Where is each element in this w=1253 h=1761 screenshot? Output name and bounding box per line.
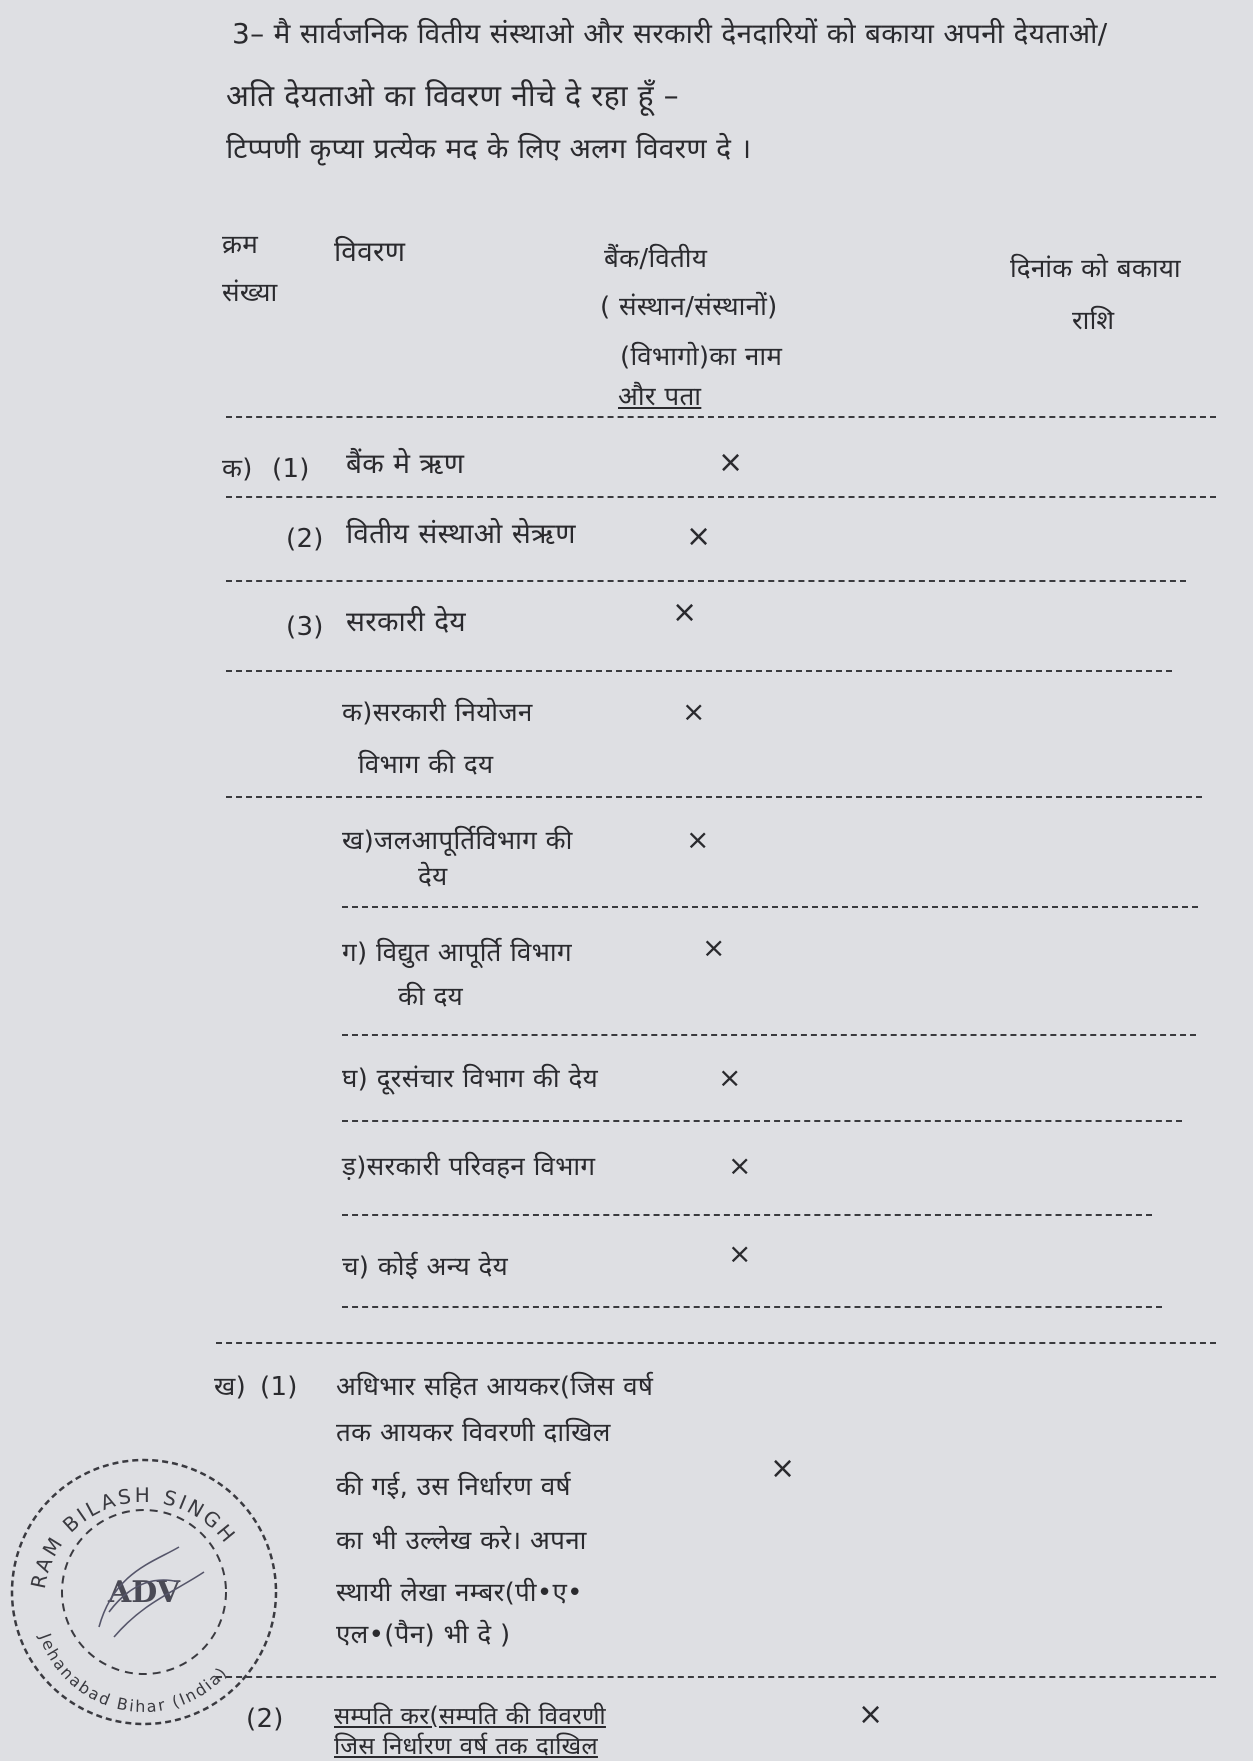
sub-item-telecom: घ) दूरसंचार विभाग की देय [342, 1064, 598, 1094]
header-amount-2: राशि [1072, 306, 1115, 336]
cross-mark: × [770, 1451, 796, 1486]
row-number: (3) [286, 612, 324, 642]
divider [226, 496, 1216, 498]
divider [226, 796, 1202, 798]
row-label-ka: क) [222, 454, 253, 484]
divider [342, 1306, 1162, 1308]
cross-mark: × [682, 695, 706, 728]
row-number: (2) [286, 524, 324, 554]
income-tax-line-6: एल•(पैन) भी दे ) [336, 1620, 511, 1650]
sub-item-employment-2: विभाग की दय [358, 750, 494, 780]
divider [342, 1120, 1182, 1122]
cross-mark: × [718, 1061, 742, 1094]
header-bank-3: (विभागो)का नाम [620, 342, 783, 372]
intro-line-1: 3– मै सार्वजनिक वितीय संस्थाओ और सरकारी देनदारियों को बकाया अपनी देयताओ/ [232, 17, 1108, 50]
divider [216, 1676, 1216, 1678]
header-details: विवरण [334, 235, 406, 268]
sub-item-employment: क)सरकारी नियोजन [342, 698, 533, 728]
cross-mark: × [686, 519, 712, 554]
header-serial-1: क्रम [222, 230, 259, 260]
cross-mark: × [702, 931, 726, 964]
cross-mark: × [728, 1237, 752, 1270]
seal-center-text: ADV [107, 1575, 181, 1610]
row-text-govt-dues: सरकारी देय [346, 605, 466, 638]
cross-mark: × [718, 445, 744, 480]
row-number: (1) [272, 454, 310, 484]
cross-mark: × [672, 595, 698, 630]
row-label-kha: ख) [214, 1372, 247, 1402]
wealth-tax-line-1: सम्पति कर(सम्पति की विवरणी [334, 1702, 606, 1730]
header-bank-4: और पता [618, 382, 702, 412]
cross-mark: × [858, 1697, 884, 1732]
advocate-seal [4, 1452, 284, 1732]
header-bank-2: ( संस्थान/संस्थानों) [600, 292, 778, 322]
cross-mark: × [728, 1149, 752, 1182]
sub-item-water: ख)जलआपूर्तिविभाग की [342, 826, 573, 856]
sub-item-electricity-2: की दय [398, 982, 464, 1012]
sub-item-electricity: ग) विद्युत आपूर्ति विभाग [342, 938, 572, 968]
header-amount-1: दिनांक को बकाया [1010, 254, 1181, 284]
sub-item-other: च) कोई अन्य देय [342, 1252, 509, 1282]
sub-item-water-2: देय [418, 862, 448, 892]
divider [342, 1034, 1196, 1036]
income-tax-line-1: अधिभार सहित आयकर(जिस वर्ष [336, 1372, 654, 1402]
income-tax-line-2: तक आयकर विवरणी दाखिल [336, 1418, 611, 1448]
divider [226, 580, 1186, 582]
intro-line-2: अति देयताओ का विवरण नीचे दे रहा हूँ – [226, 79, 679, 114]
seal-place: Jehanabad Bihar (India) [35, 1630, 232, 1717]
header-bank-1: बैंक/वितीय [604, 244, 708, 274]
income-tax-line-4: का भी उल्लेख करे। अपना [336, 1526, 587, 1556]
intro-note: टिप्पणी कृप्या प्रत्येक मद के लिए अलग विवरण दे । [226, 132, 752, 165]
row-text-bank-loan: बैंक मे ऋण [346, 447, 465, 480]
income-tax-line-5: स्थायी लेखा नम्बर(पी•ए• [336, 1578, 583, 1608]
divider [342, 906, 1198, 908]
seal-name: RAM BILASH SINGH [25, 1483, 242, 1591]
row-number: (2) [246, 1704, 284, 1734]
divider [216, 1342, 1216, 1344]
divider [226, 416, 1216, 418]
header-serial-2: संख्या [222, 278, 278, 308]
cross-mark: × [686, 823, 710, 856]
income-tax-line-3: की गई, उस निर्धारण वर्ष [336, 1472, 571, 1502]
row-text-fin-institutions: वितीय संस्थाओ सेऋण [346, 517, 576, 550]
wealth-tax-line-2: जिस निर्धारण वर्ष तक दाखिल [334, 1732, 598, 1760]
divider [342, 1214, 1152, 1216]
sub-item-transport: ड़)सरकारी परिवहन विभाग [342, 1152, 596, 1182]
row-number: (1) [260, 1372, 298, 1402]
divider [226, 670, 1172, 672]
